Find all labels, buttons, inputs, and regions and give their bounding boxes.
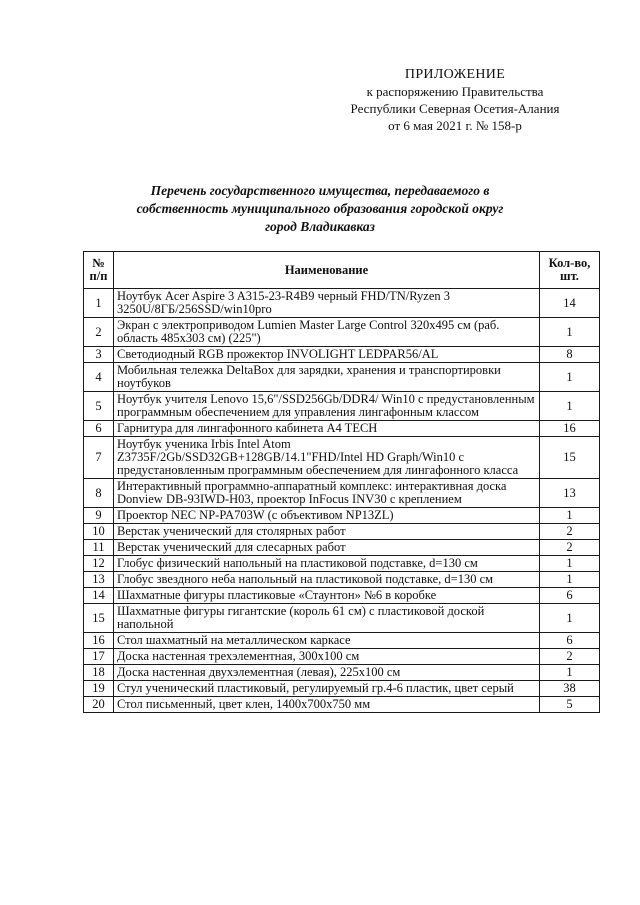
row-name: Экран с электроприводом Lumien Master Large Control 320x495 см (раб. область 485x303 см) (225") bbox=[114, 318, 540, 347]
row-number: 8 bbox=[84, 479, 114, 508]
row-number: 20 bbox=[84, 697, 114, 713]
row-number: 18 bbox=[84, 665, 114, 681]
appendix-line-2: Республики Северная Осетия-Алания bbox=[350, 101, 560, 116]
row-name: Ноутбук учителя Lenovo 15,6"/SSD256Gb/DDR4/ Win10 с предустановленным программным обеспечением для управления лингафонным классом bbox=[114, 392, 540, 421]
row-number: 10 bbox=[84, 524, 114, 540]
row-quantity: 6 bbox=[540, 633, 600, 649]
row-name: Ноутбук Acer Aspire 3 A315-23-R4B9 черный FHD/TN/Ryzen 3 3250U/8ГБ/256SSD/win10pro bbox=[114, 289, 540, 318]
table-row bbox=[84, 508, 600, 524]
row-number: 19 bbox=[84, 681, 114, 697]
row-name: Доска настенная трехэлементная, 300x100 см bbox=[114, 649, 540, 665]
table-row bbox=[84, 572, 600, 588]
table-row bbox=[84, 540, 600, 556]
row-quantity: 1 bbox=[540, 318, 600, 347]
row-quantity: 2 bbox=[540, 540, 600, 556]
table-row bbox=[84, 421, 600, 437]
row-name: Стол письменный, цвет клен, 1400x700x750 мм bbox=[114, 697, 540, 713]
appendix-line-3: от 6 мая 2021 г. № 158-р bbox=[388, 118, 522, 133]
header-quantity bbox=[540, 252, 600, 289]
row-name: Мобильная тележка DeltaBox для зарядки, хранения и транспортировки ноутбуков bbox=[114, 363, 540, 392]
row-quantity: 15 bbox=[540, 437, 600, 479]
table-row bbox=[84, 479, 600, 508]
row-name: Проектор NEC NP-PA703W (с объективом NP13ZL) bbox=[114, 508, 540, 524]
row-number: 5 bbox=[84, 392, 114, 421]
appendix-line-1: к распоряжению Правительства bbox=[366, 84, 544, 99]
row-quantity: 1 bbox=[540, 508, 600, 524]
row-number: 1 bbox=[84, 289, 114, 318]
table-row bbox=[84, 437, 600, 479]
row-quantity: 6 bbox=[540, 588, 600, 604]
row-quantity: 1 bbox=[540, 363, 600, 392]
row-quantity: 14 bbox=[540, 289, 600, 318]
row-name: Гарнитура для лингафонного кабинета A4 TECH bbox=[114, 421, 540, 437]
row-number: 16 bbox=[84, 633, 114, 649]
row-number: 2 bbox=[84, 318, 114, 347]
row-number: 4 bbox=[84, 363, 114, 392]
appendix-title: ПРИЛОЖЕНИЕ bbox=[404, 67, 506, 82]
table-header-row bbox=[84, 252, 600, 289]
header-number-line-1: № bbox=[92, 256, 105, 270]
row-name: Верстак ученический для слесарных работ bbox=[114, 540, 540, 556]
table-row bbox=[84, 588, 600, 604]
row-number: 13 bbox=[84, 572, 114, 588]
appendix-block bbox=[290, 66, 620, 134]
row-name: Шахматные фигуры пластиковые «Стаунтон» №6 в коробке bbox=[114, 588, 540, 604]
table-row bbox=[84, 524, 600, 540]
row-number: 6 bbox=[84, 421, 114, 437]
row-quantity: 1 bbox=[540, 392, 600, 421]
row-number: 12 bbox=[84, 556, 114, 572]
row-quantity: 2 bbox=[540, 649, 600, 665]
row-name: Стул ученический пластиковый, регулируемый гр.4-6 пластик, цвет серый bbox=[114, 681, 540, 697]
header-quantity-line-2: шт. bbox=[560, 269, 579, 283]
row-number: 17 bbox=[84, 649, 114, 665]
row-number: 11 bbox=[84, 540, 114, 556]
row-number: 15 bbox=[84, 604, 114, 633]
table-row bbox=[84, 604, 600, 633]
row-name: Интерактивный программно-аппаратный комплекс: интерактивная доска Donview DB-93IWD-H03, проектор InFocus INV30 с креплением bbox=[114, 479, 540, 508]
document-title-line-1: Перечень государственного имущества, передаваемого в bbox=[150, 183, 490, 198]
table-row bbox=[84, 681, 600, 697]
row-name: Стол шахматный на металлическом каркасе bbox=[114, 633, 540, 649]
row-name: Глобус физический напольный на пластиковой подставке, d=130 см bbox=[114, 556, 540, 572]
row-name: Шахматные фигуры гигантские (король 61 см) с пластиковой доской напольной bbox=[114, 604, 540, 633]
header-quantity-line-1: Кол-во, bbox=[548, 256, 591, 270]
row-quantity: 16 bbox=[540, 421, 600, 437]
row-quantity: 1 bbox=[540, 604, 600, 633]
table-row bbox=[84, 649, 600, 665]
document-title-line-3: город Владикавказ bbox=[265, 219, 375, 234]
row-number: 14 bbox=[84, 588, 114, 604]
row-name: Верстак ученический для столярных работ bbox=[114, 524, 540, 540]
row-name: Ноутбук ученика Irbis Intel Atom Z3735F/2Gb/SSD32GB+128GB/14.1"FHD/Intel HD Graph/Win10 с предустановленным программным обеспечением для лингафонного класса bbox=[114, 437, 540, 479]
row-quantity: 1 bbox=[540, 572, 600, 588]
header-name: Наименование bbox=[114, 252, 540, 289]
table-row bbox=[84, 347, 600, 363]
row-quantity: 8 bbox=[540, 347, 600, 363]
table-row bbox=[84, 363, 600, 392]
table-row bbox=[84, 556, 600, 572]
row-quantity: 1 bbox=[540, 556, 600, 572]
document-title bbox=[100, 182, 540, 236]
table-row bbox=[84, 665, 600, 681]
row-quantity: 1 bbox=[540, 665, 600, 681]
row-quantity: 13 bbox=[540, 479, 600, 508]
row-quantity: 38 bbox=[540, 681, 600, 697]
table-row bbox=[84, 392, 600, 421]
row-name: Глобус звездного неба напольный на пластиковой подставке, d=130 см bbox=[114, 572, 540, 588]
table-row bbox=[84, 318, 600, 347]
table-row bbox=[84, 289, 600, 318]
table-body bbox=[84, 289, 600, 713]
document-title-line-2: собственность муниципального образования городской округ bbox=[136, 201, 504, 216]
table-row bbox=[84, 697, 600, 713]
property-table bbox=[83, 251, 600, 713]
row-number: 3 bbox=[84, 347, 114, 363]
row-quantity: 5 bbox=[540, 697, 600, 713]
row-number: 7 bbox=[84, 437, 114, 479]
row-number: 9 bbox=[84, 508, 114, 524]
table-row bbox=[84, 633, 600, 649]
header-number-line-2: п/п bbox=[89, 269, 108, 283]
row-quantity: 2 bbox=[540, 524, 600, 540]
header-number bbox=[84, 252, 114, 289]
row-name: Светодиодный RGB прожектор INVOLIGHT LEDPAR56/AL bbox=[114, 347, 540, 363]
row-name: Доска настенная двухэлементная (левая), 225x100 см bbox=[114, 665, 540, 681]
